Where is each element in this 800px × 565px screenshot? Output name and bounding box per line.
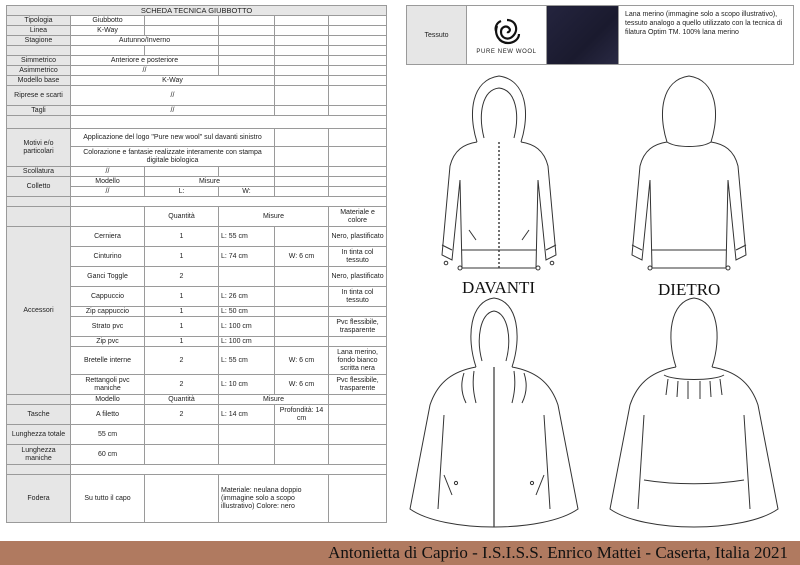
colletto-modello-header: Modello	[71, 177, 145, 187]
sheet-title: SCHEDA TECNICA GIUBBOTTO	[7, 6, 387, 16]
accessory-length: L: 55 cm	[219, 347, 275, 375]
accessory-name: Ganci Toggle	[71, 267, 145, 287]
accessory-name: Cerniera	[71, 227, 145, 247]
tipologia-value: Giubbotto	[71, 16, 145, 26]
fodera-label: Fodera	[7, 475, 71, 523]
accessory-name: Cappuccio	[71, 287, 145, 307]
tasche-modello-header: Modello	[71, 395, 145, 405]
jacket-back-sketch	[614, 70, 764, 280]
tessuto-label: Tessuto	[407, 6, 467, 65]
accessory-name: Cinturino	[71, 247, 145, 267]
accessori-quantita-header: Quantità	[145, 207, 219, 227]
riprese-value: //	[71, 86, 275, 106]
accessory-width	[275, 337, 329, 347]
motivi-line1: Applicazione del logo "Pure new wool" sul davanti sinistro	[71, 129, 275, 147]
accessory-name: Strato pvc	[71, 317, 145, 337]
pure-new-wool-logo	[467, 6, 547, 65]
front-view-label: DAVANTI	[462, 278, 536, 297]
lunghezza-totale-label: Lunghezza totale	[7, 425, 71, 445]
accessory-material: Pvc flessibile, trasparente	[329, 317, 387, 337]
asimmetrico-value: //	[71, 66, 219, 76]
tasche-model: A filetto	[71, 405, 145, 425]
back-view-label: DIETRO	[658, 280, 721, 299]
accessory-material	[329, 307, 387, 317]
accessory-material: In tinta col tessuto	[329, 287, 387, 307]
accessory-width	[275, 287, 329, 307]
accessory-width	[275, 307, 329, 317]
accessory-length: L: 100 cm	[219, 337, 275, 347]
accessori-materiale-header: Materiale e colore	[329, 207, 387, 227]
accessory-length: L: 74 cm	[219, 247, 275, 267]
wool-logo-text: PURE NEW WOOL	[476, 48, 537, 55]
accessory-length: L: 10 cm	[219, 375, 275, 395]
tasche-misure-header: Misure	[219, 395, 329, 405]
accessory-qty: 1	[145, 337, 219, 347]
riprese-label: Riprese e scarti	[7, 86, 71, 106]
accessory-material	[329, 337, 387, 347]
cape-front-sketch	[404, 295, 584, 535]
cape-back-sketch	[604, 295, 784, 535]
lunghezza-maniche-value: 60 cm	[71, 445, 145, 465]
motivi-label: Motivi e/o particolari	[7, 129, 71, 167]
tipologia-label: Tipologia	[7, 16, 71, 26]
footer-credit: Antonietta di Caprio - I.S.I.S.S. Enrico Mattei - Caserta, Italia 2021	[0, 541, 800, 565]
accessory-width	[275, 227, 329, 247]
accessory-material: In tinta col tessuto	[329, 247, 387, 267]
scollatura-value: //	[71, 167, 145, 177]
tasche-label: Tasche	[7, 405, 71, 425]
linea-value: K-Way	[71, 26, 145, 36]
accessory-width: W: 6 cm	[275, 347, 329, 375]
simmetrico-value: Anteriore e posteriore	[71, 56, 219, 66]
tasche-depth: Profondità: 14 cm	[275, 405, 329, 425]
technical-sheet-table	[6, 5, 387, 523]
accessory-length: L: 50 cm	[219, 307, 275, 317]
fodera-where: Su tutto il capo	[71, 475, 145, 523]
accessory-qty: 1	[145, 227, 219, 247]
accessory-material: Nero, plastificato	[329, 227, 387, 247]
accessory-length	[219, 267, 275, 287]
accessory-name: Bretelle interne	[71, 347, 145, 375]
accessory-material: Lana merino, fondo bianco scritta nera	[329, 347, 387, 375]
accessory-name: Zip pvc	[71, 337, 145, 347]
asimmetrico-label: Asimmetrico	[7, 66, 71, 76]
linea-label: Linea	[7, 26, 71, 36]
woolmark-icon	[492, 16, 522, 46]
fabric-box	[406, 5, 794, 65]
accessori-label: Accessori	[7, 227, 71, 395]
colletto-misure-header: Misure	[145, 177, 275, 187]
colletto-modello-value: //	[71, 187, 145, 197]
fodera-material: Materiale: neulana doppio (immagine solo a scopo illustrativo) Colore: nero	[219, 475, 329, 523]
colletto-label: Colletto	[7, 177, 71, 197]
accessory-material: Pvc flessibile, trasparente	[329, 375, 387, 395]
stagione-label: Stagione	[7, 36, 71, 46]
accessory-material: Nero, plastificato	[329, 267, 387, 287]
modello-base-value: K-Way	[71, 76, 275, 86]
stagione-value: Autunno/Inverno	[71, 36, 219, 46]
lunghezza-maniche-label: Lunghezza maniche	[7, 445, 71, 465]
accessory-width	[275, 317, 329, 337]
tasche-length: L: 14 cm	[219, 405, 275, 425]
accessory-name: Rettangoli pvc maniche	[71, 375, 145, 395]
accessory-length: L: 26 cm	[219, 287, 275, 307]
accessory-qty: 1	[145, 317, 219, 337]
accessory-width	[275, 267, 329, 287]
accessory-qty: 1	[145, 287, 219, 307]
tasche-qty: 2	[145, 405, 219, 425]
accessory-width: W: 6 cm	[275, 247, 329, 267]
jacket-front-sketch	[424, 70, 574, 280]
colletto-l: L:	[145, 187, 219, 197]
scollatura-label: Scollatura	[7, 167, 71, 177]
accessory-name: Zip cappuccio	[71, 307, 145, 317]
accessory-qty: 2	[145, 267, 219, 287]
accessory-width: W: 6 cm	[275, 375, 329, 395]
accessory-length: L: 100 cm	[219, 317, 275, 337]
tagli-label: Tagli	[7, 106, 71, 116]
simmetrico-label: Simmetrico	[7, 56, 71, 66]
accessory-qty: 1	[145, 307, 219, 317]
colletto-w: W:	[219, 187, 275, 197]
accessory-qty: 1	[145, 247, 219, 267]
accessori-misure-header: Misure	[219, 207, 329, 227]
merino-fabric-swatch	[547, 6, 619, 65]
tessuto-description: Lana merino (immagine solo a scopo illustrativo), tessuto analogo a quello utilizzato con la tecnica di filatura Optim TM. 100% lana merino	[619, 6, 794, 65]
modello-base-label: Modello base	[7, 76, 71, 86]
tagli-value: //	[71, 106, 275, 116]
accessory-length: L: 55 cm	[219, 227, 275, 247]
accessory-qty: 2	[145, 347, 219, 375]
tasche-quantita-header: Quantità	[145, 395, 219, 405]
accessory-qty: 2	[145, 375, 219, 395]
lunghezza-totale-value: 55 cm	[71, 425, 145, 445]
motivi-line2: Colorazione e fantasie realizzate interamente con stampa digitale biologica	[71, 147, 275, 167]
